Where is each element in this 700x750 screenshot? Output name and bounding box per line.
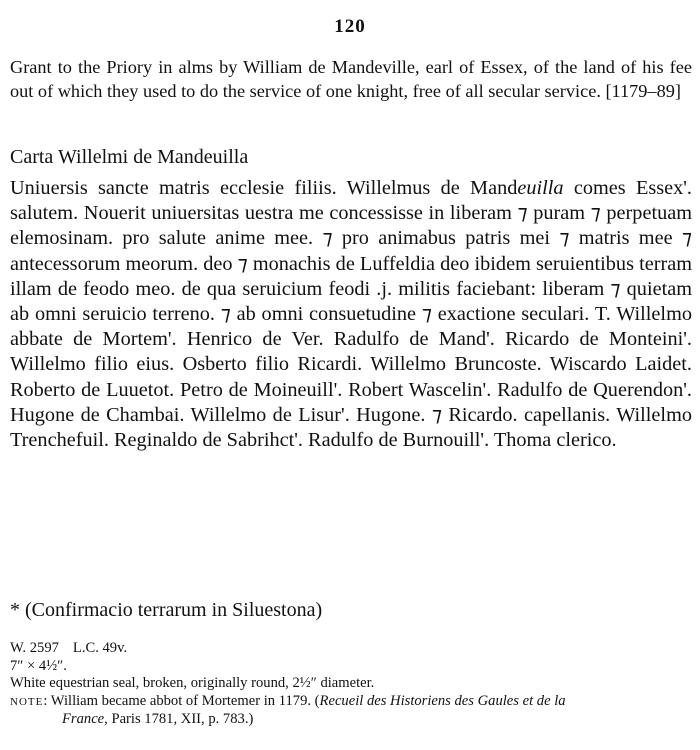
note-continuation — [10, 711, 692, 729]
confirmation-heading: * (Confirmacio terrarum in Siluestona) — [10, 599, 323, 621]
note-tail: , Paris 1781, XII, p. 783.) — [104, 711, 254, 727]
seal-description: White equestrian seal, broken, originally round, 2½″ diameter. — [10, 675, 375, 691]
note-italic-1: Recueil des Historiens des Gaules et de la — [319, 692, 566, 709]
note — [10, 693, 692, 712]
ref-lc: L.C. 49v. — [72, 640, 128, 656]
page-number: 120 — [334, 16, 366, 37]
charter-text — [10, 176, 692, 453]
charter-text-part-2: comes Essex'. salutem. Nouerit uniuersitas uestra me concessisse in liberam ⁊ puram ⁊ perpetuam elemosinam. pro salute anime mee. ⁊ pro animabus patris mei ⁊ matris mee ⁊ antecessorum meorum. deo ⁊ monachis de Luffeldia deo ibidem seruientibus terram illam de feodo meo. de qua seruicium feodi .j. militis faciebant: liberam ⁊ quietam ab omni seruicio terreno. ⁊ ab omni consuetudine ⁊ exactione seculari. T. Willelmo abbate de Mortem'. Henrico de Ver. Radulfo de Mand'. Ricardo de Monteini'. Willelmo filio eius. Osberto filio Ricardi. Willelmo Bruncoste. Wiscardo Laidet. Roberto de Luuetot. Petro de Moineuill'. Robert Wascelin'. Radulfo de Querendon'. Hugone de Chambai. Willelmo de Lisur'. Hugone. ⁊ Ricardo. capellanis. Willelmo Trenchefuil. Reginaldo de Sabrihct'. Radulfo de Burnouill'. Thoma clerico. — [10, 177, 693, 452]
note-label: NOTE — [10, 695, 44, 708]
ref-w: W. 2597 — [10, 640, 59, 656]
apparatus — [10, 640, 692, 729]
note-italic-2: France — [62, 711, 105, 727]
charter-text-italic: euilla — [517, 177, 564, 199]
charter-text-part-1: Uniuersis sancte matris ecclesie filiis. Willelmus de Mand — [10, 177, 518, 199]
note-text: : William became abbot of Mortemer in 1179. ( — [43, 692, 320, 709]
dimensions: 7″ × 4½″. — [10, 657, 67, 674]
charter-title: Carta Willelmi de Mandeuilla — [10, 146, 249, 168]
charter-summary: Grant to the Priory in alms by William de Mandeville, earl of Essex, of the land of his fee out of which they used to do the service of one knight, free of all secular service. [1179–89] — [10, 57, 692, 101]
references — [10, 640, 692, 658]
